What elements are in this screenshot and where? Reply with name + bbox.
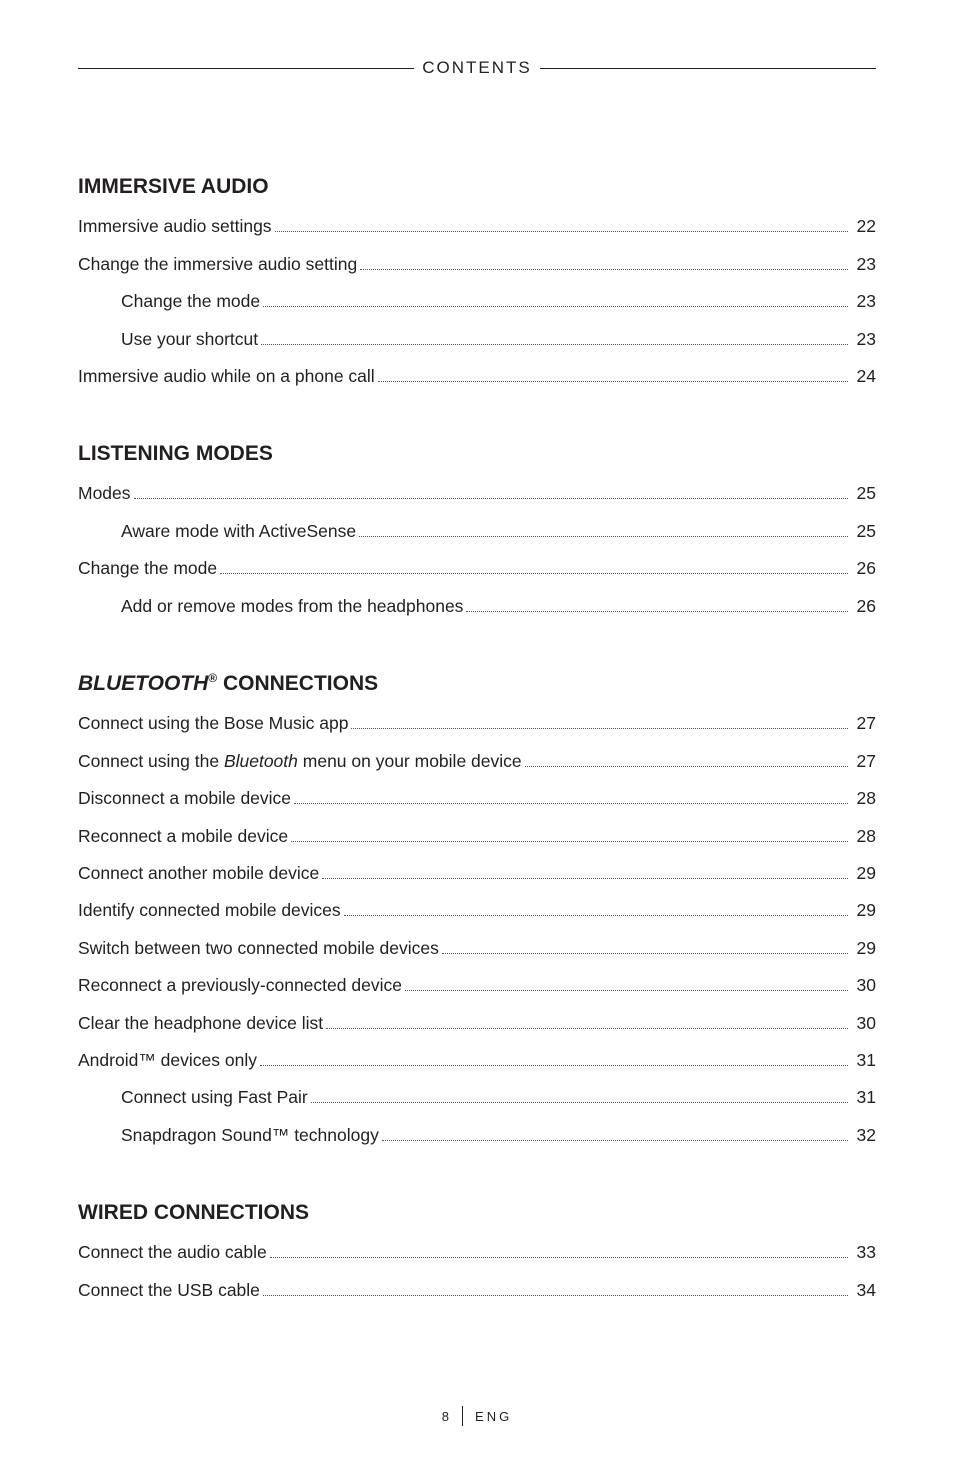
label-part: Connect using the — [78, 750, 224, 771]
toc-entry-label: Clear the headphone device list — [78, 1012, 324, 1033]
toc-entry-page: 27 — [856, 713, 876, 734]
section-title-rest: CONNECTIONS — [217, 672, 379, 695]
section-title: WIRED CONNECTIONS — [78, 1201, 309, 1224]
toc-subentry[interactable] — [78, 504, 876, 541]
toc-entry[interactable] — [78, 734, 876, 771]
dot-leader — [360, 269, 848, 270]
toc-entry-label: Change the mode — [121, 291, 261, 312]
toc-entry-label: Connect the audio cable — [78, 1242, 267, 1263]
dot-leader — [466, 611, 848, 612]
dot-leader — [344, 915, 848, 916]
section-wired-connections — [78, 1200, 876, 1301]
toc-subentry[interactable] — [78, 1071, 876, 1108]
dot-leader — [311, 1102, 848, 1103]
section-listening-modes — [78, 441, 876, 617]
dot-leader — [359, 536, 848, 537]
toc-entry[interactable] — [78, 237, 876, 274]
dot-leader — [291, 841, 848, 842]
toc-subentry[interactable] — [78, 275, 876, 312]
registered-mark: ® — [208, 671, 218, 685]
toc-entry-page: 23 — [856, 253, 876, 274]
section-bluetooth-connections — [78, 671, 876, 1146]
toc-entry-label: Connect another mobile device — [78, 862, 320, 883]
toc-subentry[interactable] — [78, 1108, 876, 1145]
dot-leader — [382, 1140, 848, 1141]
toc-entry-label: Aware mode with ActiveSense — [121, 520, 357, 541]
toc-entry-label: Add or remove modes from the headphones — [121, 595, 464, 616]
header-rule-left — [78, 68, 414, 69]
toc-entry-page: 24 — [856, 365, 876, 386]
dot-leader — [275, 231, 848, 232]
toc-entry[interactable] — [78, 542, 876, 579]
dot-leader — [261, 344, 848, 345]
section-title: IMMERSIVE AUDIO — [78, 175, 269, 198]
dot-leader — [260, 1065, 848, 1066]
toc-entry-page: 30 — [856, 975, 876, 996]
toc-entry-page: 25 — [856, 520, 876, 541]
dot-leader — [220, 573, 848, 574]
contents-title: CONTENTS — [422, 58, 532, 77]
dot-leader — [405, 990, 848, 991]
label-part-italic: Bluetooth — [223, 750, 298, 771]
toc-entry-label: Connect using Fast Pair — [121, 1087, 308, 1108]
toc-entry-page: 31 — [856, 1087, 876, 1108]
toc-entry-page: 29 — [856, 862, 876, 883]
section-title — [78, 671, 876, 697]
dot-leader — [322, 878, 848, 879]
toc-entry-page: 26 — [856, 558, 876, 579]
toc-entry[interactable] — [78, 697, 876, 734]
dot-leader — [378, 381, 848, 382]
dot-leader — [326, 1028, 848, 1029]
dot-leader — [442, 953, 848, 954]
page-footer — [0, 1406, 954, 1426]
toc-entry-label: Immersive audio settings — [78, 216, 272, 237]
dot-leader — [263, 306, 848, 307]
section-immersive-audio — [78, 174, 876, 387]
toc-entry-label: Disconnect a mobile device — [78, 788, 292, 809]
toc-entry[interactable] — [78, 1226, 876, 1263]
toc-entry-page: 33 — [856, 1242, 876, 1263]
toc-entry-label: Android™ devices only — [78, 1049, 257, 1070]
toc-entry-page: 25 — [856, 483, 876, 504]
label-part: menu on your mobile device — [297, 750, 522, 771]
toc-entry-label: Snapdragon Sound™ technology — [121, 1124, 379, 1145]
toc-entry-page: 26 — [856, 595, 876, 616]
toc-entry-page: 23 — [856, 291, 876, 312]
toc-entry-page: 31 — [856, 1049, 876, 1070]
section-title-italic: BLUETOOTH — [78, 672, 209, 695]
toc-entry[interactable] — [78, 350, 876, 387]
toc-subentry[interactable] — [78, 579, 876, 616]
dot-leader — [270, 1257, 848, 1258]
toc-entry-page: 22 — [856, 216, 876, 237]
section-title: LISTENING MODES — [78, 442, 273, 465]
toc-entry-page: 28 — [856, 788, 876, 809]
toc-entry-page: 34 — [856, 1279, 876, 1300]
toc-entry-page: 30 — [856, 1012, 876, 1033]
footer-divider — [462, 1406, 463, 1426]
toc-entry[interactable] — [78, 1034, 876, 1071]
toc-entry-label: Immersive audio while on a phone call — [78, 365, 375, 386]
toc-entry-page: 32 — [856, 1124, 876, 1145]
toc-entry-label: Modes — [78, 483, 131, 504]
contents-header — [78, 58, 876, 78]
toc-entry[interactable] — [78, 959, 876, 996]
toc-entry-page: 23 — [856, 328, 876, 349]
toc-entry-label: Switch between two connected mobile devices — [78, 937, 439, 958]
page-number: 8 — [441, 1408, 453, 1424]
toc-entry-page: 28 — [856, 825, 876, 846]
toc-entry-label: Connect the USB cable — [78, 1279, 260, 1300]
toc-entry-label: Identify connected mobile devices — [78, 900, 341, 921]
dot-leader — [525, 766, 848, 767]
dot-leader — [351, 728, 848, 729]
toc-entry-label: Connect using the Bose Music app — [78, 713, 349, 734]
dot-leader — [263, 1295, 848, 1296]
toc-entry-label — [78, 751, 522, 772]
toc-entry-label: Change the mode — [78, 558, 218, 579]
toc-entry[interactable] — [78, 921, 876, 958]
header-rule-right — [540, 68, 876, 69]
toc-entry[interactable] — [78, 200, 876, 237]
toc-entry-label: Use your shortcut — [121, 328, 259, 349]
toc-subentry[interactable] — [78, 312, 876, 349]
toc-entry[interactable] — [78, 467, 876, 504]
toc-entry[interactable] — [78, 996, 876, 1033]
toc-entry[interactable] — [78, 1263, 876, 1300]
toc-entry[interactable] — [78, 809, 876, 846]
dot-leader — [294, 803, 848, 804]
toc-entry-page: 27 — [856, 750, 876, 771]
dot-leader — [134, 498, 848, 499]
toc-entry-label: Reconnect a mobile device — [78, 825, 289, 846]
toc-entry-page: 29 — [856, 900, 876, 921]
toc-entry[interactable] — [78, 847, 876, 884]
toc-entry-page: 29 — [856, 937, 876, 958]
toc-entry-label: Change the immersive audio setting — [78, 253, 358, 274]
toc-entry-label: Reconnect a previously-connected device — [78, 975, 402, 996]
toc-entry[interactable] — [78, 772, 876, 809]
language-code: ENG — [475, 1408, 513, 1424]
toc-entry[interactable] — [78, 884, 876, 921]
